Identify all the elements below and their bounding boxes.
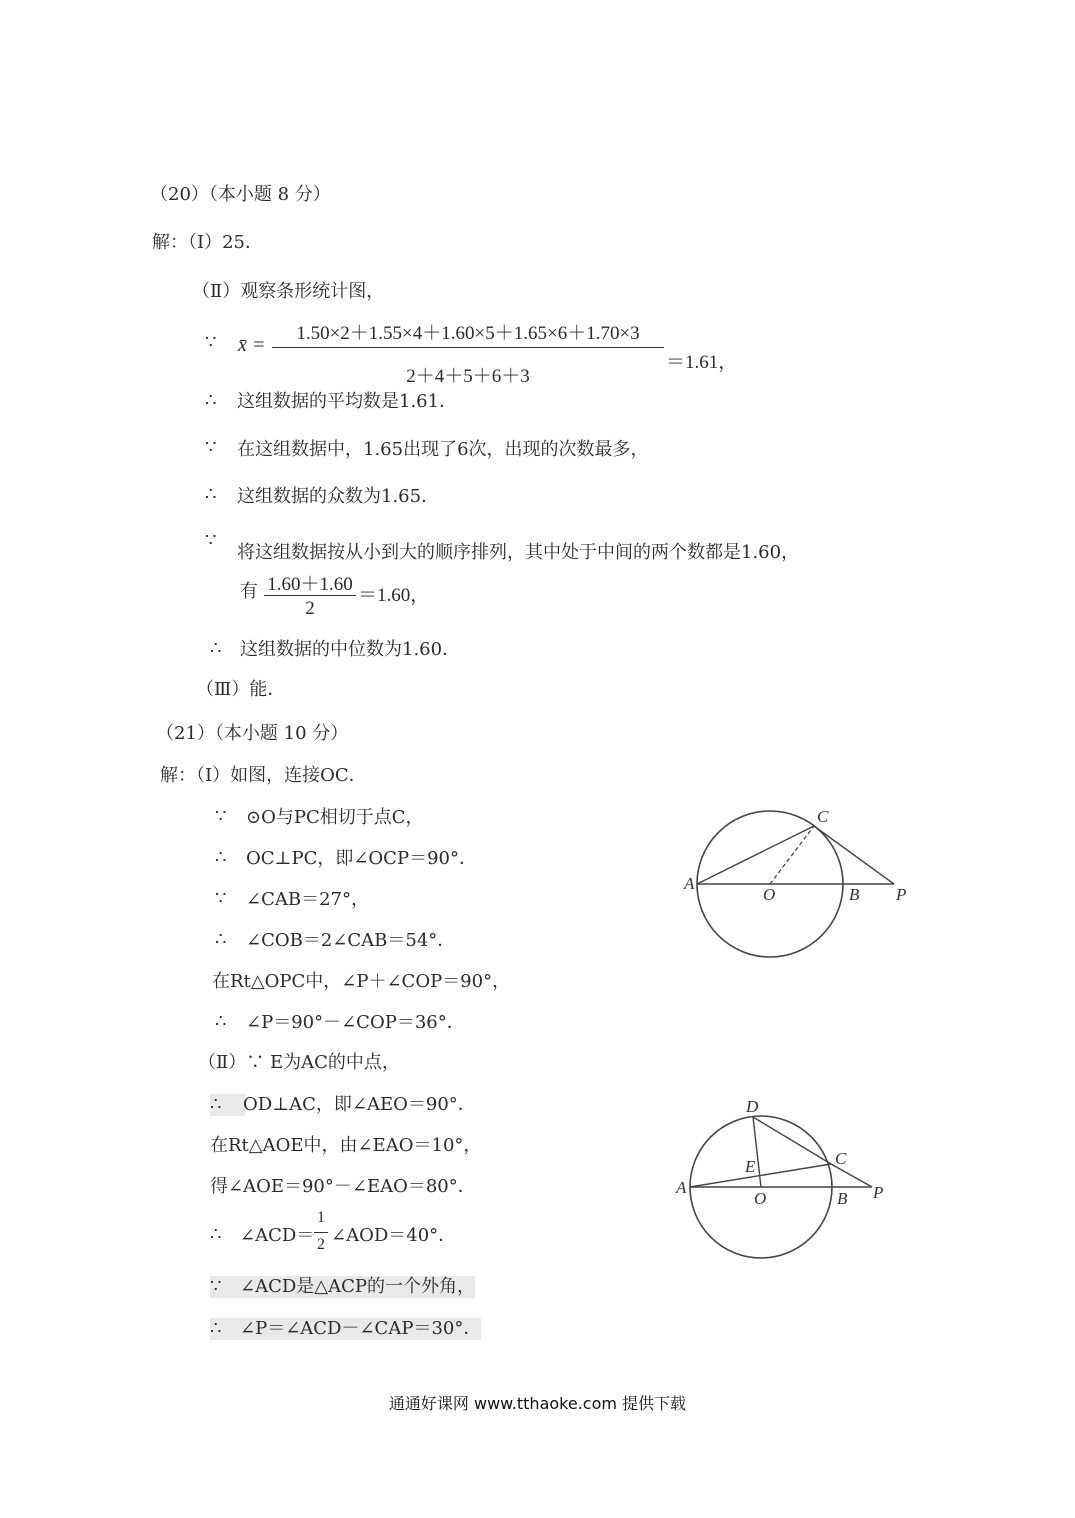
- therefore-symbol: ∴: [215, 847, 227, 868]
- q21-header: （21）（本小题 10 分）: [156, 723, 349, 744]
- q21-p1-l5: 在Rt△OPC中，∠P＋∠COP＝90°，: [212, 971, 511, 992]
- label-c: C: [817, 807, 829, 826]
- label-p: P: [896, 885, 907, 904]
- therefore-symbol: ∴: [210, 1224, 222, 1245]
- label-b: B: [849, 885, 860, 904]
- figure-tangent-circle: [672, 800, 932, 970]
- therefore-symbol: ∴: [210, 638, 222, 659]
- footer-credit: 通通好课网 www.tthaoke.com 提供下载: [388, 1394, 687, 1413]
- q21-p1-l4: ∠COB＝2∠CAB＝54°．: [246, 930, 456, 951]
- fraction-bar: [264, 595, 356, 596]
- line-oc-dashed: [770, 826, 814, 884]
- q21-p2-l2: 在Rt△AOE中，由∠EAO＝10°，: [210, 1135, 482, 1156]
- fraction-bar: [272, 347, 664, 348]
- because-symbol: ∵: [205, 437, 217, 458]
- therefore-symbol: ∴: [210, 1318, 245, 1340]
- half-denominator: 2: [317, 1236, 325, 1253]
- because-symbol: ∵: [205, 530, 217, 551]
- label-b: B: [837, 1189, 848, 1208]
- median-have: 有: [240, 581, 258, 602]
- mean-result: ＝1.61，: [666, 352, 738, 373]
- q21-p2-l3: 得∠AOE＝90°－∠EAO＝80°．: [210, 1176, 476, 1197]
- therefore-symbol: ∴: [215, 1011, 227, 1032]
- q21-p2-l4-rhs: ∠AOD＝40°．: [331, 1225, 457, 1246]
- q20-header: （20）（本小题 8 分）: [150, 184, 331, 205]
- mean-lhs: x̄ =: [238, 334, 266, 356]
- q21-p1-l1: ⊙O与PC相切于点C，: [246, 807, 424, 828]
- median-result: ＝1.60，: [358, 585, 430, 606]
- line-ac: [697, 826, 814, 884]
- because-symbol: ∵: [205, 332, 217, 353]
- because-symbol: ∵: [210, 1276, 245, 1298]
- therefore-symbol: ∴: [205, 390, 217, 411]
- because-symbol: ∵: [215, 806, 227, 827]
- mean-denominator: 2＋4＋5＋6＋3: [406, 366, 530, 387]
- therefore-symbol: ∴: [210, 1094, 245, 1116]
- label-d: D: [746, 1097, 759, 1116]
- q21-p2-l5: ∠ACD是△ACP的一个外角，: [240, 1276, 476, 1297]
- fraction-bar: [314, 1232, 328, 1233]
- label-a: A: [684, 874, 695, 893]
- therefore-symbol: ∴: [205, 484, 217, 505]
- mean-numerator: 1.50×2＋1.55×4＋1.60×5＋1.65×6＋1.70×3: [296, 323, 640, 344]
- q21-p2-l6: ∠P＝∠ACD－∠CAP＝30°．: [240, 1318, 482, 1339]
- line-dc: [753, 1117, 831, 1164]
- mode-conclusion: 这组数据的众数为1.65．: [237, 486, 440, 507]
- label-o: O: [754, 1189, 767, 1208]
- label-o: O: [763, 885, 776, 904]
- label-e: E: [745, 1157, 756, 1176]
- label-p: P: [873, 1183, 884, 1202]
- median-reason: 将这组数据按从小到大的顺序排列，其中处于中间的两个数都是1.60，: [237, 542, 800, 563]
- q20-part2-intro: （Ⅱ）观察条形统计图，: [192, 281, 385, 302]
- median-conclusion: 这组数据的中位数为1.60．: [240, 639, 461, 660]
- because-symbol: ∵: [215, 888, 227, 909]
- q20-part1: 解：（Ⅰ）25．: [152, 232, 264, 253]
- median-denominator: 2: [305, 598, 315, 619]
- q21-part2-intro: （Ⅱ）∵ E为AC的中点，: [198, 1052, 400, 1073]
- q21-p1-l3: ∠CAB＝27°，: [246, 889, 369, 910]
- figure-chord-circle: [665, 1092, 905, 1267]
- q21-p2-l4-lhs: ∠ACD＝: [240, 1225, 315, 1246]
- half-numerator: 1: [317, 1209, 325, 1226]
- label-c: C: [835, 1149, 847, 1168]
- q21-p1-l2: OC⊥PC，即∠OCP＝90°．: [246, 848, 477, 869]
- mode-reason: 在这组数据中，1.65出现了6次，出现的次数最多，: [237, 439, 649, 460]
- therefore-symbol: ∴: [215, 929, 227, 950]
- median-numerator: 1.60＋1.60: [267, 574, 353, 595]
- q20-part3: （Ⅲ）能．: [196, 679, 286, 700]
- q21-p1-l6: ∠P＝90°－∠COP＝36°．: [246, 1012, 465, 1033]
- q21-p2-l1: OD⊥AC，即∠AEO＝90°．: [243, 1094, 476, 1115]
- q21-part1-intro: 解：（Ⅰ）如图，连接OC．: [160, 765, 367, 786]
- label-a: A: [676, 1178, 687, 1197]
- line-cp: [814, 826, 894, 884]
- mean-conclusion: 这组数据的平均数是1.61．: [237, 391, 458, 412]
